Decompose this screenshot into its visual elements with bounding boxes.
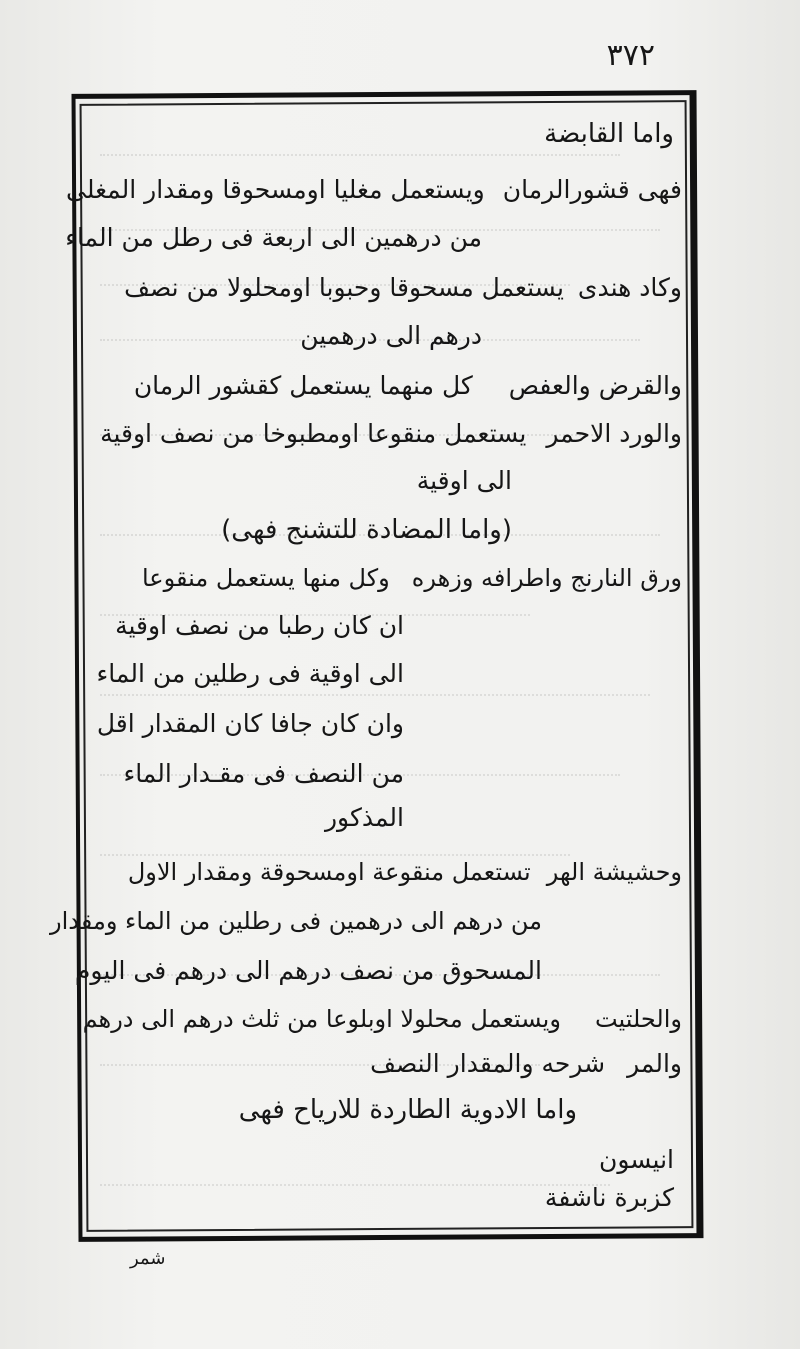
section-heading: واما الادوية الطاردة للارياح فهى <box>238 1095 577 1125</box>
text-line: وكاد هندىيستعمل مسحوقا وحبوبا اومحلولا من نصف <box>124 273 682 302</box>
text-line: وان كان جافا كان المقدار اقل <box>96 709 404 738</box>
text-line: ان كان رطبا من نصف اوقية <box>115 611 404 640</box>
text-line: انيسون <box>598 1145 674 1174</box>
page-number: ٣٧٢ <box>606 38 655 73</box>
text-line: والحلتيتويستعمل محلولا اوبلوعا من ثلث درهم الى درهم <box>82 1005 682 1033</box>
text-line: والورد الاحمريستعمل منقوعا اومطبوخا من نصف اوقية <box>100 419 682 448</box>
text-line: من درهمين الى اربعة فى رطل من الماء <box>65 223 482 252</box>
text-line: المسحوق من نصف درهم الى درهم فى اليوم <box>74 956 542 985</box>
page-text-block <box>49 108 682 1218</box>
text-line: الى اوقية فى رطلين من الماء <box>96 659 404 688</box>
text-line: فهى قشورالرمانويستعمل مغليا اومسحوقا ومقدار المغلى <box>65 175 682 204</box>
text-line: كزبرة ناشفة <box>544 1183 674 1212</box>
section-heading: (واما المضادة للتشنج فهى) <box>221 515 512 545</box>
text-line: وحشيشة الهرتستعمل منقوعة اومسحوقة ومقدار الاول <box>127 858 682 886</box>
text-line: واما القابضة <box>544 119 674 149</box>
catchword: شمر <box>130 1248 166 1269</box>
text-line: من درهم الى درهمين فى رطلين من الماء ومقدار <box>49 907 542 935</box>
text-line: من النصف فى مقـدار الماء <box>123 759 404 788</box>
text-line: ورق النارنج واطرافه وزهرهوكل منها يستعمل منقوعا <box>141 564 682 592</box>
text-line: المذكور <box>324 803 404 832</box>
text-line: الى اوقية <box>416 466 512 495</box>
text-line: والمرشرحه والمقدار النصف <box>370 1049 682 1078</box>
text-line: والقرض والعفصكل منهما يستعمل كقشور الرمان <box>133 371 682 400</box>
text-line: درهم الى درهمين <box>300 321 482 350</box>
